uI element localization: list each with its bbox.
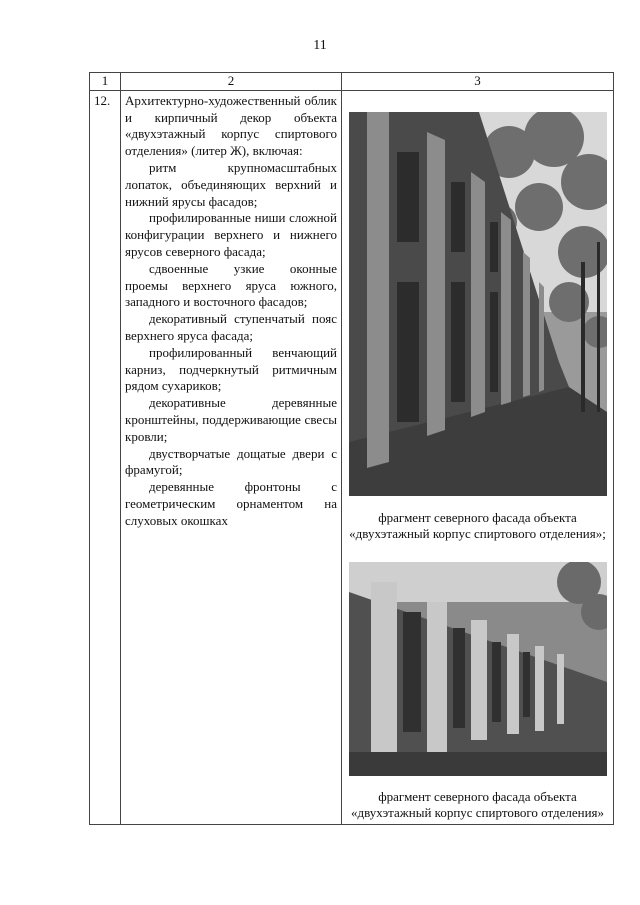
list-item: профилированный венчающий карниз, подчеркнутый ритмичным рядом сухариков;	[125, 344, 337, 394]
photo-caption-2: фрагмент северного фасада объекта «двухэтажный корпус спиртового отделения»	[350, 788, 605, 821]
row-description	[121, 90, 342, 824]
header-col-2: 2	[121, 73, 342, 91]
page-number: 11	[313, 38, 327, 53]
header-col-3: 3	[342, 73, 614, 91]
list-item: декоративный ступенчатый пояс верхнего яруса фасада;	[125, 311, 337, 343]
row-number: 12.	[90, 90, 121, 824]
facade-photo-1	[349, 112, 607, 496]
table-header-row	[90, 73, 614, 91]
list-item: ритм крупномасштабных лопаток, объединяющих верхний и нижний ярусы фасадов;	[125, 159, 337, 209]
header-col-1: 1	[90, 73, 121, 91]
row-photos	[342, 90, 614, 824]
table-row	[90, 90, 614, 824]
description-intro: Архитектурно-художественный облик и кирпичный декор объекта «двухэтажный корпус спиртового отделения» (литер Ж), включая:	[125, 92, 337, 159]
list-item: деревянные фронтоны с геометрическим орнаментом на слуховых окошках	[125, 479, 337, 528]
list-item: профилированные ниши сложной конфигурации верхнего и нижнего ярусов северного фасада;	[125, 210, 337, 259]
list-item: сдвоенные узкие оконные проемы верхнего яруса южного, западного и восточного фасадов;	[125, 260, 337, 310]
object-table	[89, 72, 614, 825]
facade-photo-2	[349, 562, 607, 776]
list-item: двустворчатые дощатые двери с фрамугой;	[125, 445, 337, 478]
list-item: декоративные деревянные кронштейны, поддерживающие свесы кровли;	[125, 395, 337, 444]
photo-caption-1: фрагмент северного фасада объекта «двухэтажный корпус спиртового отделения»;	[349, 509, 606, 542]
